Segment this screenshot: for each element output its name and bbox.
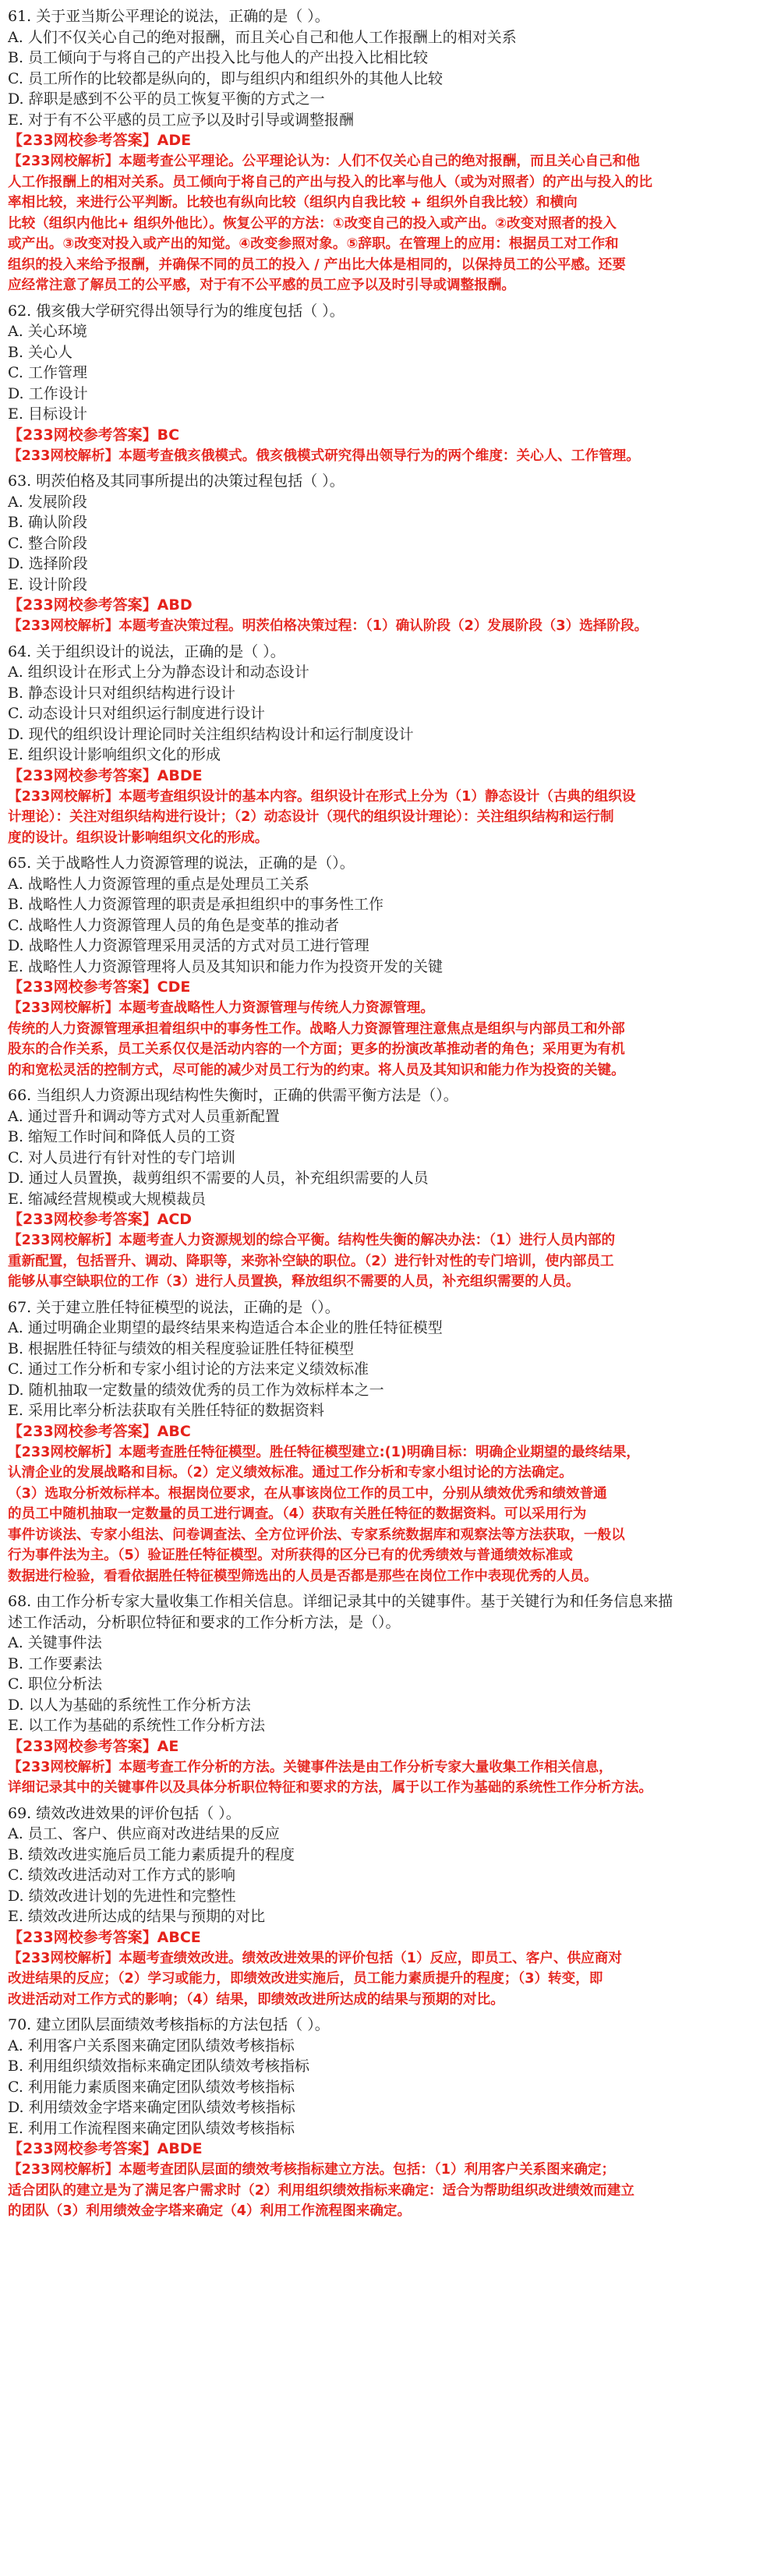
question-stem: 63. 明茨伯格及其同事所提出的决策过程包括（ ）。 (8, 472, 345, 490)
analysis-line: 适合团队的建立是为了满足客户需求时（2）利用组织绩效指标来确定：适合为帮助组织改进绩效而建立 (8, 2182, 634, 2199)
analysis-line: 重新配置，包括晋升、调动、降职等，来弥补空缺的职位。（2）进行针对性的专门培训，使内部员工 (8, 1253, 614, 1269)
question-block (8, 1085, 773, 1293)
analysis-line: 【233网校解析】本题考查胜任特征模型。胜任特征模型建立:(1)明确目标：明确企业期望的最终结果， (8, 1444, 641, 1460)
question-stem: 62. 俄亥俄大学研究得出领导行为的维度包括（ ）。 (8, 302, 345, 320)
option-item: A. 战略性人力资源管理的重点是处理员工关系 (8, 875, 309, 893)
analysis-line: 传统的人力资源管理承担着组织中的事务性工作。战略人力资源管理注意焦点是组织与内部员工和外部 (8, 1021, 625, 1037)
analysis-line: 人工作报酬上的相对关系。员工倾向于将自己的产出与投入的比率与他人（或为对照者）的产出与投入的比 (8, 174, 652, 190)
option-item: C. 工作管理 (8, 364, 87, 381)
option-item: E. 绩效改进所达成的结果与预期的对比 (8, 1908, 265, 1925)
answer-line: 【233网校参考答案】ADE (8, 132, 192, 149)
analysis-line: 行为事件法为主。（5）验证胜任特征模型。对所获得的区分已有的优秀绩效与普通绩效标准或 (8, 1548, 573, 1563)
option-item: E. 缩减经营规模或大规模裁员 (8, 1190, 206, 1208)
option-item: D. 选择阶段 (8, 555, 88, 572)
question-stem: 66. 当组织人力资源出现结构性失衡时，正确的供需平衡方法是（）。 (8, 1087, 458, 1104)
answer-line: 【233网校参考答案】ABCE (8, 1928, 201, 1946)
analysis-line: 改进活动对工作方式的影响；（4）结果，即绩效改进所达成的结果与预期的对比。 (8, 1991, 504, 2008)
option-item: C. 整合阶段 (8, 534, 87, 552)
option-item: D. 战略性人力资源管理采用灵活的方式对员工进行管理 (8, 937, 369, 954)
option-item: C. 动态设计只对组织运行制度进行设计 (8, 705, 265, 722)
analysis-line: 【233网校解析】本题考查工作分析的方法。关键事件法是由工作分析专家大量收集工作相关信息， (8, 1759, 613, 1775)
analysis-line: 率相比较，来进行公平判断。比较也有纵向比较（组织内自我比较 + 组织外自我比较）和横向 (8, 195, 578, 211)
analysis-line: 【233网校解析】本题考查组织设计的基本内容。组织设计在形式上分为（1）静态设计（古典的组织设 (8, 788, 636, 805)
answer-line: 【233网校参考答案】CDE (8, 978, 191, 996)
analysis-line: 的员工中随机抽取一定数量的员工进行调查。（4）获取有关胜任特征的数据资料。可以采用行为 (8, 1506, 587, 1522)
analysis-line: 【233网校解析】本题考查人力资源规划的综合平衡。结构性失衡的解决办法：（1）进行人员内部的 (8, 1233, 616, 1248)
analysis-line: 【233网校解析】本题考查俄亥俄模式。俄亥俄模式研究得出领导行为的两个维度：关心人、工作管理。 (8, 448, 640, 464)
question-block (8, 1803, 773, 2011)
option-item: E. 战略性人力资源管理将人员及其知识和能力作为投资开发的关键 (8, 957, 443, 975)
option-item: A. 关键事件法 (8, 1634, 102, 1651)
option-item: D. 现代的组织设计理论同时关注组织结构设计和运行制度设计 (8, 725, 414, 743)
option-item: E. 以工作为基础的系统性工作分析方法 (8, 1717, 265, 1734)
question-stem: 64. 关于组织设计的说法，正确的是（ ）。 (8, 642, 285, 660)
option-item: E. 目标设计 (8, 405, 87, 423)
question-stem-continued: 述工作活动，分析职位特征和要求的工作分析方法，是（）。 (8, 1613, 401, 1631)
option-item: D. 通过人员置换，裁剪组织不需要的人员，补充组织需要的人员 (8, 1169, 429, 1187)
answer-line: 【233网校参考答案】BC (8, 426, 180, 444)
analysis-line: 【233网校解析】本题考查战略性人力资源管理与传统人力资源管理。 (8, 1000, 434, 1016)
analysis-line: 事件访谈法、专家小组法、问卷调查法、全方位评价法、专家系统数据库和观察法等方法获取，一般以 (8, 1527, 625, 1543)
option-item: C. 员工所作的比较都是纵向的，即与组织内和组织外的其他人比较 (8, 69, 443, 87)
option-item: A. 利用客户关系图来确定团队绩效考核指标 (8, 2036, 295, 2054)
option-item: E. 设计阶段 (8, 575, 87, 593)
answer-line: 【233网校参考答案】ABDE (8, 2140, 203, 2157)
analysis-line: 度的设计。组织设计影响组织文化的形成。 (8, 830, 269, 846)
option-item: C. 战略性人力资源管理人员的角色是变革的推动者 (8, 916, 339, 934)
option-item: C. 对人员进行有针对性的专门培训 (8, 1148, 235, 1166)
option-item: C. 利用能力素质图来确定团队绩效考核指标 (8, 2078, 295, 2096)
option-item: B. 员工倾向于与将自己的产出投入比与他人的产出投入比相比较 (8, 49, 429, 66)
analysis-line: 详细记录其中的关键事件以及具体分析职位特征和要求的方法，属于以工作为基础的系统性工作分析方法。 (8, 1780, 652, 1796)
question-stem: 68. 由工作分析专家大量收集工作相关信息。详细记录其中的关键事件。基于关键行为和任务信息来描 (8, 1593, 673, 1610)
option-item: A. 关心环境 (8, 323, 87, 340)
question-block (8, 853, 773, 1081)
option-item: B. 战略性人力资源管理的职责是承担组织中的事务性工作 (8, 896, 384, 913)
option-item: C. 绩效改进活动对工作方式的影响 (8, 1867, 235, 1884)
question-block (8, 6, 773, 296)
option-item: A. 通过明确企业期望的最终结果来构造适合本企业的胜任特征模型 (8, 1319, 443, 1336)
option-item: C. 职位分析法 (8, 1675, 102, 1693)
option-item: D. 利用绩效金字塔来确定团队绩效考核指标 (8, 2099, 295, 2116)
option-item: B. 工作要素法 (8, 1654, 103, 1672)
option-item: B. 确认阶段 (8, 514, 88, 531)
answer-line: 【233网校参考答案】AE (8, 1737, 179, 1755)
question-block (8, 301, 773, 467)
option-item: B. 利用组织绩效指标来确定团队绩效考核指标 (8, 2058, 310, 2075)
option-item: E. 组织设计影响组织文化的形成 (8, 746, 221, 763)
question-stem: 67. 关于建立胜任特征模型的说法，正确的是（）。 (8, 1298, 340, 1316)
analysis-line: 【233网校解析】本题考查团队层面的绩效考核指标建立方法。包括：（1）利用客户关系图来确定； (8, 2162, 616, 2178)
option-item: A. 员工、客户、供应商对改进结果的反应 (8, 1825, 280, 1842)
option-item: A. 发展阶段 (8, 493, 87, 511)
question-stem: 65. 关于战略性人力资源管理的说法，正确的是（）。 (8, 855, 355, 872)
analysis-line: 改进结果的反应；（2）学习或能力，即绩效改进实施后，员工能力素质提升的程度；（3）转变，即 (8, 1971, 603, 1987)
option-item: C. 通过工作分析和专家小组讨论的方法来定义绩效标准 (8, 1361, 369, 1378)
option-item: D. 绩效改进计划的先进性和完整性 (8, 1887, 236, 1905)
analysis-line: 计理论）：关注对组织结构进行设计；（2）动态设计（现代的组织设计理论）：关注组织结构和运行制 (8, 809, 614, 825)
analysis-line: 【233网校解析】本题考查决策过程。明茨伯格决策过程：（1）确认阶段（2）发展阶段（3）选择阶段。 (8, 618, 648, 634)
analysis-line: 的和宽松灵活的控制方式，尽可能的减少对员工行为的约束。将人员及其知识和能力作为投资的关键。 (8, 1062, 625, 1078)
analysis-line: 【233网校解析】本题考查公平理论。公平理论认为：人们不仅关心自己的绝对报酬，而且关心自己和他 (8, 154, 640, 169)
answer-line: 【233网校参考答案】ABC (8, 1422, 191, 1440)
question-stem: 70. 建立团队层面绩效考核指标的方法包括（ ）。 (8, 2016, 330, 2033)
option-item: E. 利用工作流程图来确定团队绩效考核指标 (8, 2119, 295, 2137)
analysis-line: 的团队（3）利用绩效金字塔来确定（4）利用工作流程图来确定。 (8, 2203, 412, 2219)
question-block (8, 642, 773, 849)
question-block (8, 1297, 773, 1587)
answer-line: 【233网校参考答案】ABD (8, 596, 193, 614)
option-item: D. 工作设计 (8, 384, 88, 402)
option-item: D. 辞职是感到不公平的员工恢复平衡的方式之一 (8, 90, 325, 108)
option-item: B. 根据胜任特征与绩效的相关程度验证胜任特征模型 (8, 1339, 355, 1357)
question-block (8, 471, 773, 637)
option-item: B. 绩效改进实施后员工能力素质提升的程度 (8, 1845, 295, 1863)
question-stem: 61. 关于亚当斯公平理论的说法，正确的是（ ）。 (8, 8, 330, 25)
answer-line: 【233网校参考答案】ABDE (8, 766, 203, 784)
option-item: E. 采用比率分析法获取有关胜任特征的数据资料 (8, 1402, 324, 1419)
option-item: A. 组织设计在形式上分为静态设计和动态设计 (8, 663, 309, 681)
analysis-line: 认清企业的发展战略和目标。（2）定义绩效标准。通过工作分析和专家小组讨论的方法确定。 (8, 1465, 573, 1481)
analysis-line: 【233网校解析】本题考查绩效改进。绩效改进效果的评价包括（1）反应，即员工、客户、供应商对 (8, 1950, 622, 1966)
question-block (8, 1591, 773, 1799)
option-item: D. 随机抽取一定数量的绩效优秀的员工作为效标样本之一 (8, 1381, 384, 1399)
option-item: E. 对于有不公平感的员工应予以及时引导或调整报酬 (8, 111, 354, 129)
option-item: B. 缩短工作时间和降低人员的工资 (8, 1128, 236, 1145)
analysis-line: 应经常注意了解员工的公平感，对于有不公平感的员工应予以及时引导或调整报酬。 (8, 278, 515, 293)
analysis-line: 能够从事空缺职位的工作（3）进行人员置换，释放组织不需要的人员，补充组织需要的人员。 (8, 1274, 580, 1290)
option-item: A. 人们不仅关心自己的绝对报酬，而且关心自己和他人工作报酬上的相对关系 (8, 28, 517, 46)
answer-line: 【233网校参考答案】ACD (8, 1211, 193, 1228)
option-item: B. 静态设计只对组织结构进行设计 (8, 684, 236, 702)
question-block (8, 2015, 773, 2222)
analysis-line: 组织的投入来给予报酬，并确保不同的员工的投入 / 产出比大体是相同的，以保持员工的公平感。还要 (8, 257, 626, 273)
analysis-line: 或产出。③改变对投入或产出的知觉。④改变参照对象。⑤辞职。在管理上的应用：根据员工对工作和 (8, 236, 619, 252)
analysis-line: 数据进行检验，看看依据胜任特征模型筛选出的人员是否都是那些在岗位工作中表现优秀的人员。 (8, 1568, 598, 1584)
option-item: B. 关心人 (8, 343, 73, 361)
analysis-line: 股东的合作关系，员工关系仅仅是活动内容的一个方面；更多的扮演改革推动者的角色；采用更为有机 (8, 1042, 625, 1057)
option-item: D. 以人为基础的系统性工作分析方法 (8, 1696, 251, 1714)
question-stem: 69. 绩效改进效果的评价包括（ ）。 (8, 1804, 241, 1822)
analysis-line: （3）选取分析效标样本。根据岗位要求，在从事该岗位工作的员工中，分别从绩效优秀和绩效普通 (8, 1485, 607, 1502)
analysis-line: 比较（组织内他比+ 组织外他比）。恢复公平的方法：①改变自己的投入或产出。②改变对照者的投入 (8, 215, 617, 232)
option-item: A. 通过晋升和调动等方式对人员重新配置 (8, 1107, 280, 1125)
